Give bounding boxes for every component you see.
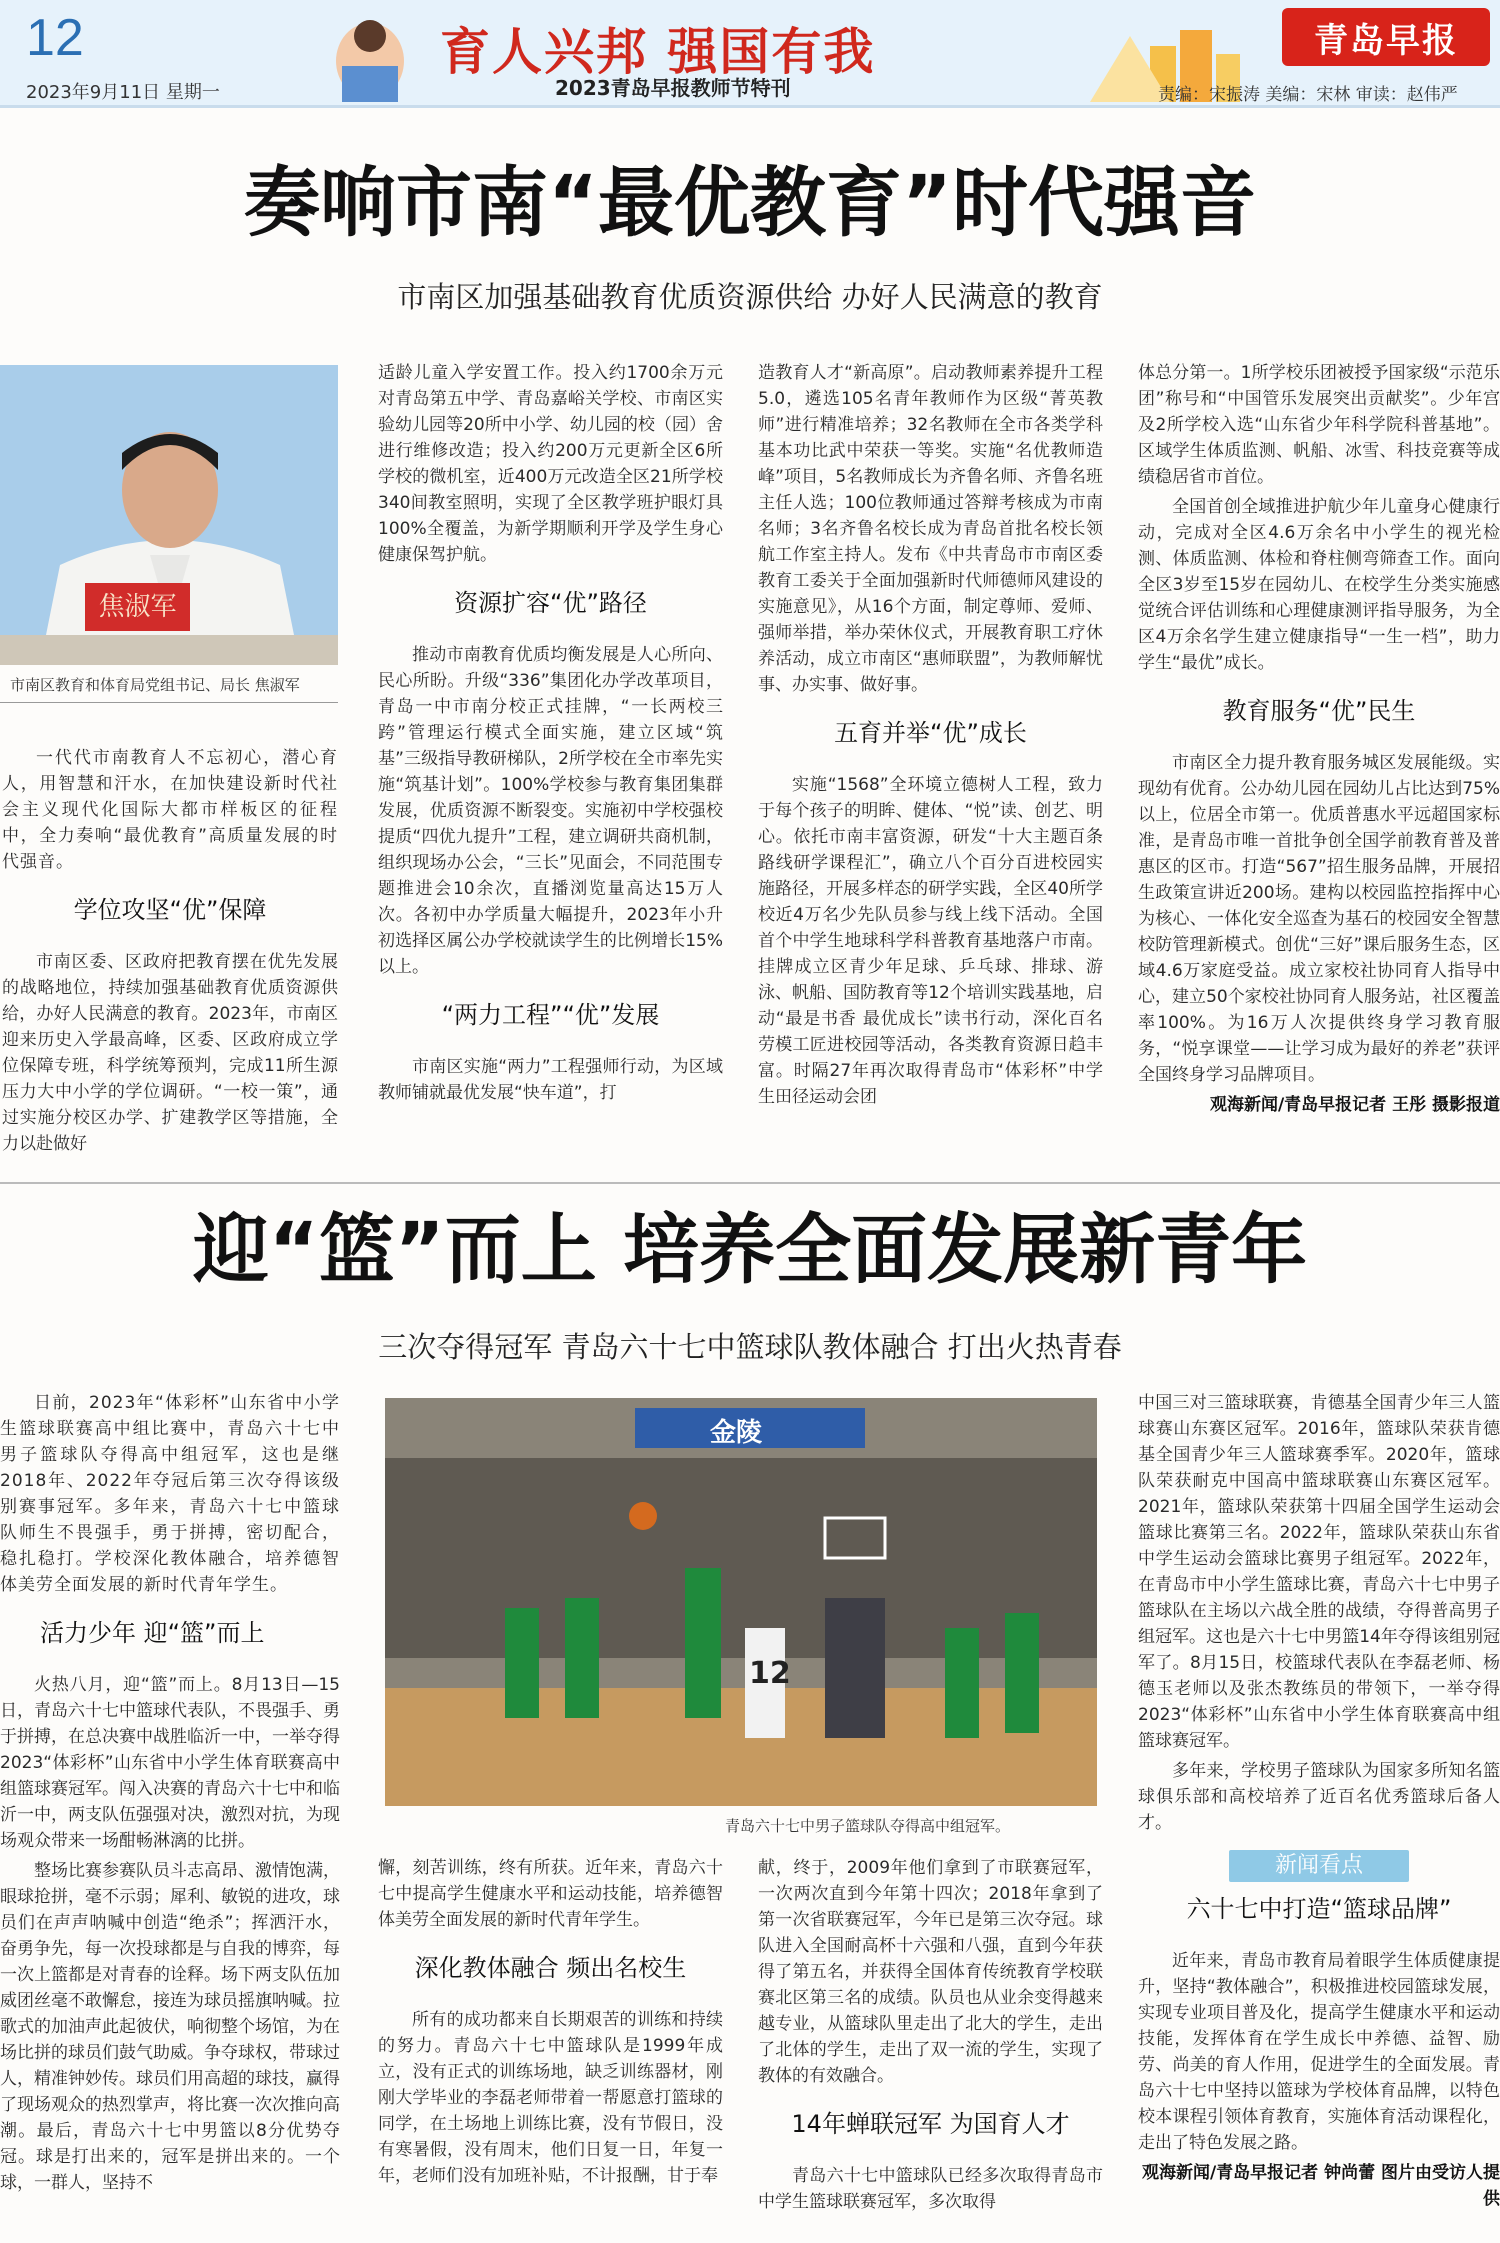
paragraph: 适龄儿童入学安置工作。投入约1700余万元对青岛第五中学、青岛嘉峪关学校、市南区实验幼儿园等20所中小学、幼儿园的校（园）舍进行维修改造；投入约200万元更新全区6所学校的微机室，近400万元改造全区21所学校340间教室照明，实现了全区教学班护眼灯具100%全覆盖，为新学期顺利开学及学生身心健康保驾护航。 [378,363,723,565]
section-heading: 五育并举“优”成长 [834,719,1027,747]
article1-deck: 市南区加强基础教育优质资源供给 办好人民满意的教育 [397,280,1103,314]
section-heading: 六十七中打造“篮球品牌” [1186,1895,1452,1923]
article2-lead: 日前，2023年“体彩杯”山东省中小学生篮球联赛高中组比赛中，青岛六十七中男子篮球队夺得高中组冠军，这也是继2018年、2022年夺冠后第三次夺得该级别赛事冠军。多年来，青岛六十七中篮球队师生不畏强手，勇于拼搏，密切配合，稳扎稳打。学校深化教体融合，培养德智体美劳全面发展的新时代青年学生。 [0,1393,340,1595]
nameplate: 焦淑军 [85,583,190,631]
section-heading: 14年蝉联冠军 为国育人才 [791,2110,1070,2138]
section-divider [0,1182,1500,1184]
article2-column-4 [1138,1390,1500,2243]
article1-column-2 [378,360,723,1165]
article2-credit: 观海新闻/青岛早报记者 钟尚蕾 图片由受访人提供 [1141,2163,1500,2209]
article1-column-1 [2,745,338,1165]
paragraph: 造教育人才“新高原”。启动教师素养提升工程5.0，遴选105名青年教师作为区级“菁英教师”进行精准培养；32名教师在全市各类学科基本功比武中荣获一等奖。实施“名优教师造峰”项目，5名教师成长为齐鲁名师、齐鲁名班主任人选；100位教师通过答辩考核成为市南名师；3名齐鲁名校长成为青岛首批名校长领航工作室主持人。发布《中共青岛市市南区委教育工委关于全面加强新时代师德师风建设的实施意见》，从16个方面，制定尊师、爱师、强师举措，举办荣休仪式，开展教育职工疗休养活动，成立市南区“惠师联盟”，为教师解忧事、办实事、做好事。 [758,363,1103,695]
article1-lead: 一代代市南教育人不忘初心，潜心育人，用智慧和汗水，在加快建设新时代社会主义现代化国际大都市样板区的征程中，全力奏响“最优教育”高质量发展的时代强音。 [2,748,338,872]
jersey-number: 12 [749,1656,791,1691]
news-highlight-tag: 新闻看点 [1229,1850,1409,1882]
paragraph: 全国首创全域推进护航少年儿童身心健康行动，完成对全区4.6万余名中小学生的视光检测、体质监测、体检和脊柱侧弯筛查工作。面向全区3岁至15岁在园幼儿、在校学生分类实施感觉统合评估训练和心理健康测评指导服务，为全区4万余名学生建立健康指导“一生一档”，助力学生“最优”成长。 [1138,497,1500,673]
paragraph: 所有的成功都来自长期艰苦的训练和持续的努力。青岛六十七中篮球队是1999年成立，没有正式的训练场地，缺乏训练器材，刚刚大学毕业的李磊老师带着一帮愿意打篮球的同学，在土场地上训练比赛，没有节假日，没有寒暑假，没有周末，他们日复一日，年复一年，老师们没有加班补贴，不计报酬，甘于奉 [378,2010,723,2186]
paragraph: 青岛六十七中篮球队已经多次取得青岛市中学生篮球联赛冠军，多次取得 [758,2166,1103,2212]
editors-line: 责编：宋振涛 美编：宋林 审读：赵伟严 [1158,85,1458,105]
paragraph: 市南区全力提升教育服务城区发展能级。实现幼有优育。公办幼儿园在园幼儿占比达到75%以上，位居全市第一。优质普惠水平远超国家标准，是青岛市唯一首批争创全国学前教育普及普惠区的区市。打造“567”招生服务品牌，开展招生政策宣讲近200场。建构以校园监控指挥中心为核心、一体化安全巡查为基石的校园安全智慧校防管理新模式。创优“三好”课后服务生态，区域4.6万家庭受益。成立家校社协同育人指导中心，建立50个家校社协同育人服务站，社区覆盖率100%。为16万人次提供终身学习教育服务，“悦享课堂——让学习成为最好的养老”获评全国终身学习品牌项目。 [1138,753,1500,1085]
paragraph: 体总分第一。1所学校乐团被授予国家级“示范乐团”称号和“中国管乐发展突出贡献奖”。少年宫及2所学校入选“山东省少年科学院科普基地”。区域学生体质监测、帆船、冰雪、科技竞赛等成绩稳居省市首位。 [1138,363,1500,487]
photo-caption: 青岛六十七中男子篮球队夺得高中组冠军。 [725,1817,1011,1835]
section-heading: 深化教体融合 频出名校生 [414,1954,687,1982]
portrait-caption: 市南区教育和体育局党组书记、局长 焦淑军 [10,676,300,694]
section-heading: “两力工程”“优”发展 [441,1001,660,1029]
paragraph: 实施“1568”全环境立德树人工程，致力于每个孩子的明眸、健体、“悦”读、创艺、明心。依托市南丰富资源，研发“十大主题百条路线研学课程汇”，确立八个百分百进校园实施路径，开展多样态的研学实践，全区40所学校近4万名少先队员参与线上线下活动。全国首个中学生地球科学科普教育基地落户市南。挂牌成立区青少年足球、乒乓球、排球、游泳、帆船、国防教育等12个培训实践基地，启动“最是书香 最优成长”读书行动，深化百名劳模工匠进校园等活动，各类教育资源日趋丰富。时隔27年再次取得青岛市“体彩杯”中学生田径运动会团 [758,775,1103,1107]
basketball-game-icon [385,1398,1097,1806]
section-heading: 资源扩容“优”路径 [454,589,647,617]
section-heading: 学位攻坚“优”保障 [73,896,267,924]
paragraph: 市南区委、区政府把教育摆在优先发展的战略地位，持续加强基础教育优质资源供给，办好人民满意的教育。2023年，市南区迎来历史入学最高峰，区委、区政府成立学位保障专班，科学统筹预判，完成11所生源压力大中小学的学位调研。“一校一策”，通过实施分校区办学、扩建教学区等措施，全力以赴做好 [2,952,338,1154]
issue-date: 2023年9月11日 星期一 [26,82,220,103]
banner-subtitle: 2023青岛早报教师节特刊 [555,76,791,100]
paragraph: 火热八月，迎“篮”而上。8月13日—15日，青岛六十七中篮球代表队，不畏强手、勇于拼搏，在总决赛中战胜临沂一中，一举夺得2023“体彩杯”山东省中小学生体育联赛高中组篮球赛冠军。闯入决赛的青岛六十七中和临沂一中，两支队伍强强对决，激烈对抗，为现场观众带来一场酣畅淋漓的比拼。 [0,1675,340,1851]
masthead [0,0,1500,108]
caption-divider [0,702,338,703]
basketball-photo [385,1398,1097,1806]
paragraph: 懈，刻苦训练，终有所获。近年来，青岛六十七中提高学生健康水平和运动技能，培养德智体美劳全面发展的新时代青年学生。 [378,1858,723,1930]
section-heading: 活力少年 迎“篮”而上 [40,1619,265,1647]
ball-icon [629,1502,657,1530]
article1-headline: 奏响市南“最优教育”时代强音 [244,158,1256,247]
article2-headline: 迎“篮”而上 培养全面发展新青年 [192,1205,1308,1294]
paragraph: 献，终于，2009年他们拿到了市联赛冠军，一次两次直到今年第十四次；2018年拿到了第一次省联赛冠军，今年已是第三次夺冠。球队进入全国耐高杯十六强和八强，直到今年获得了第五名，并获得全国体育传统教育学校联赛北区第三名的成绩。队员也从业余变得越来越专业，从篮球队里走出了北大的学生，走出了北体的学生，走出了双一流的学生，实现了教体的有效融合。 [758,1858,1103,2086]
banner-slogan: 育人兴邦 强国有我 [440,22,876,81]
paragraph: 整场比赛参赛队员斗志高昂、激情饱满，眼球抢拼，毫不示弱；犀利、敏锐的进攻，球员们在声声呐喊中创造“绝杀”；挥洒汗水，奋勇争先，每一次投球都是与自我的博弈，每一次上篮都是对青春的诠释。场下两支队伍加威团丝毫不敢懈怠，接连为球员摇旗呐喊。拉歌式的加油声此起彼伏，响彻整个场馆，为在场比拼的球员们鼓气助威。争夺球权，带球过人，精准钟妙传。球员们用高超的球技，赢得了现场观众的热烈掌声，将比赛一次次推向高潮。最后，青岛六十七中男篮以8分优势夺冠。球是打出来的，冠军是拼出来的。一个球，一群人，坚持不 [0,1861,340,2193]
section-heading: 教育服务“优”民生 [1222,697,1416,725]
article1-column-3 [758,360,1103,1165]
official-portrait [0,365,338,665]
page-number: 12 [26,9,84,67]
banner-text: 金陵 [710,1418,763,1448]
article2-deck: 三次夺得冠军 青岛六十七中篮球队教体融合 打出火热青春 [378,1330,1122,1364]
article1-column-4 [1138,360,1500,1165]
paragraph: 推动市南教育优质均衡发展是人心所向、民心所盼。升级“336”集团化办学改革项目，青岛一中市南分校正式挂牌，“一长两校三跨”管理运行模式全面实施，建立区域“筑基”三级指导教研梯队，2所学校在全市率先实施“筑基计划”。100%学校参与教育集团集群发展，优质资源不断裂变。实施初中学校强校提质“四优九提升”工程，建立调研共商机制，组织现场办公会，“三长”见面会，不同范围专题推进会10余次，直播浏览量高达15万人次。各初中办学质量大幅提升，2023年小升初选择区属公办学校就读学生的比例增长15%以上。 [378,645,723,977]
paragraph: 近年来，青岛市教育局着眼学生体质健康提升，坚持“教体融合”，积极推进校园篮球发展，实现专业项目普及化，提高学生健康水平和运动技能，发挥体育在学生成长中养德、益智、励劳、尚美的育人作用，促进学生的全面发展。青岛六十七中坚持以篮球为学校体育品牌，以特色校本课程引领体育教育，实施体育活动课程化，走出了特色发展之路。 [1138,1951,1500,2153]
article2-column-2 [378,1855,723,2243]
article2-column-1 [0,1390,340,2243]
article1-credit: 观海新闻/青岛早报记者 王彤 摄影报道 [1209,1095,1500,1115]
paragraph: 中国三对三篮球联赛，肯德基全国青少年三人篮球赛山东赛区冠军。2016年，篮球队荣获肯德基全国青少年三人篮球赛季军。2020年，篮球队荣获耐克中国高中篮球联赛山东赛区冠军。2021年，篮球队荣获第十四届全国学生运动会篮球比赛第三名。2022年，篮球队荣获山东省中学生运动会篮球比赛男子组冠军。2022年，在青岛市中小学生篮球比赛，青岛六十七中男子篮球队在主场以六战全胜的战绩，夺得普高男子组冠军。这也是六十七中男篮14年夺得该组别冠军了。8月15日，校篮球代表队在李磊老师、杨德玉老师以及张杰教练员的带领下，一举夺得2023“体彩杯”山东省中小学生体育联赛高中组篮球赛冠军。 [1138,1393,1500,1751]
paragraph: 多年来，学校男子篮球队为国家多所知名篮球俱乐部和高校培养了近百名优秀篮球后备人才。 [1138,1761,1500,1833]
newspaper-logo: 青岛早报 [1282,8,1490,66]
article2-column-3 [758,1855,1103,2243]
paragraph: 市南区实施“两力”工程强师行动，为区域教师铺就最优发展“快车道”，打 [378,1057,723,1103]
